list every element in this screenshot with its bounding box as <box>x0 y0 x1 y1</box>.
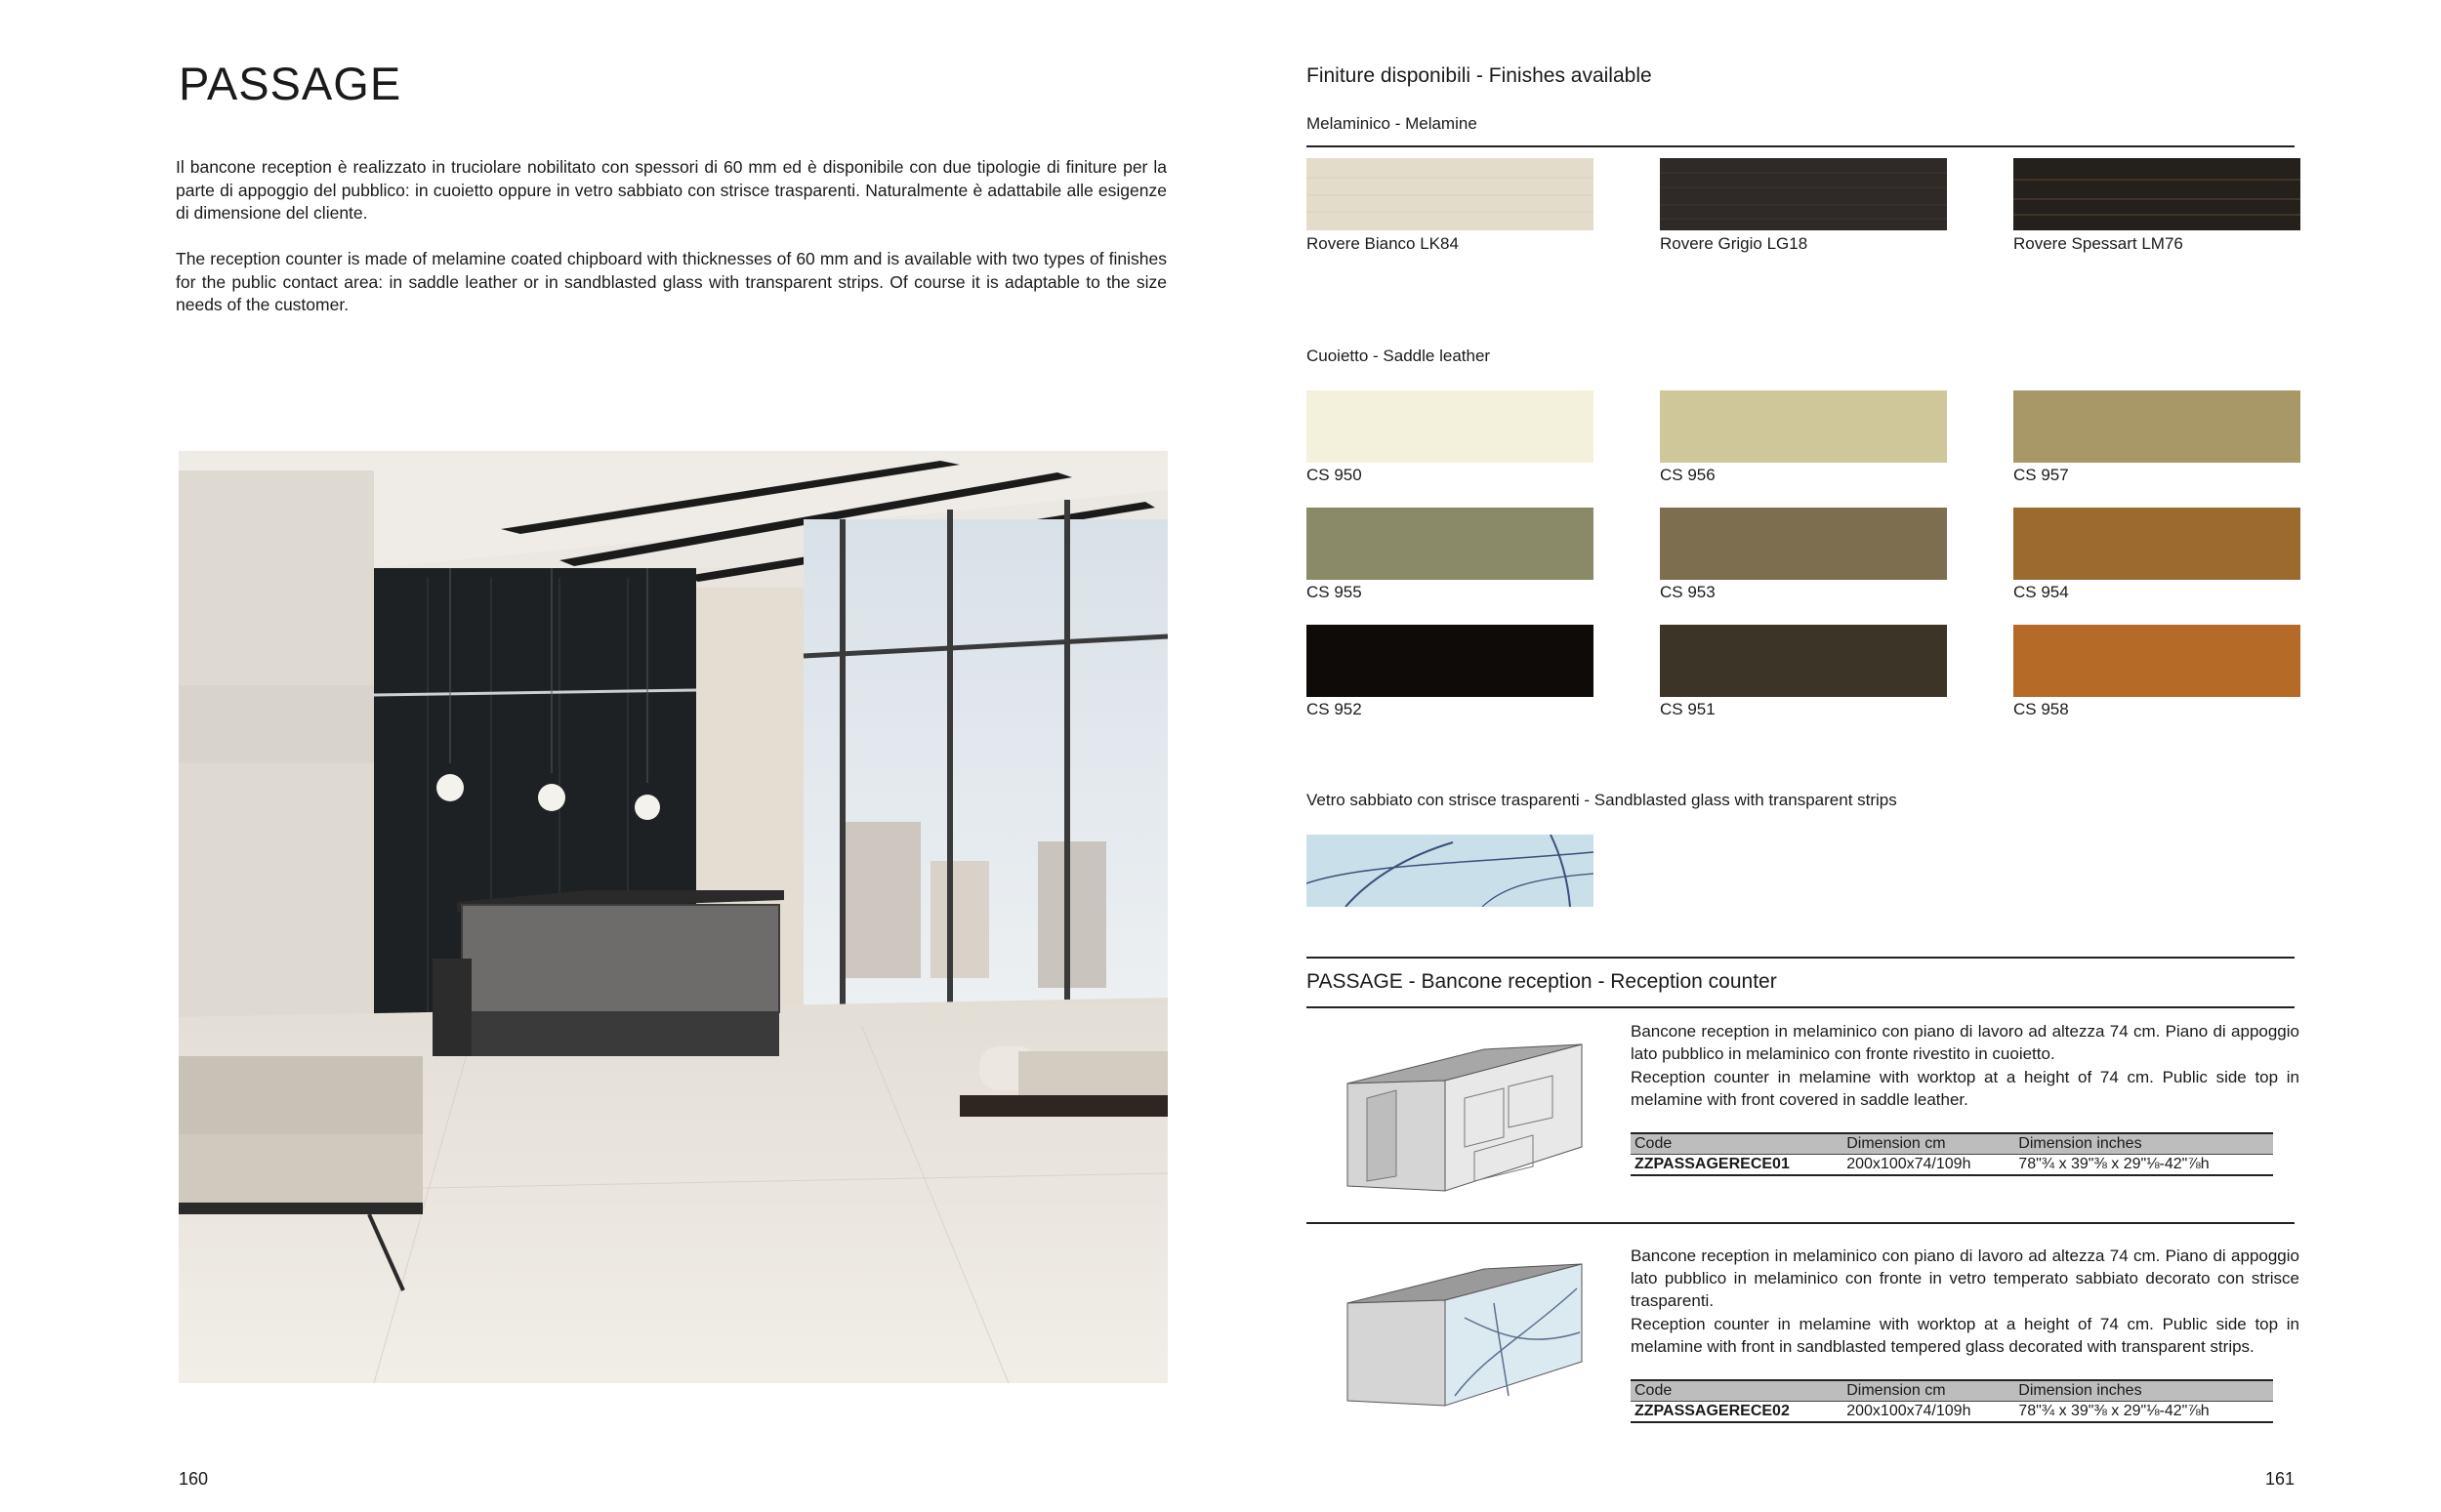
table-header-row <box>1631 1380 2273 1402</box>
swatch-cs952 <box>1306 625 1593 697</box>
col-header-code: Code <box>1631 1133 1842 1155</box>
products-heading: PASSAGE - Bancone reception - Reception counter <box>1306 970 1777 993</box>
wood-texture <box>2013 158 2300 230</box>
glass-heading: Vetro sabbiato con strisce trasparenti - Sandblasted glass with transparent strips <box>1306 791 1897 809</box>
product-glass-counter-drawing <box>1338 1249 1592 1415</box>
swatch-label: CS 955 <box>1306 583 1362 601</box>
reception-room-photo <box>179 451 1168 1383</box>
page-title: PASSAGE <box>179 58 402 109</box>
swatch-label: Rovere Grigio LG18 <box>1660 234 1808 253</box>
product-code: ZZPASSAGERECE01 <box>1631 1155 1842 1176</box>
product-desc-en: Reception counter in melamine with worktop at a height of 74 cm. Public side top in melamine with front covered in saddle leather. <box>1631 1068 2299 1110</box>
product-leather-counter-drawing <box>1338 1030 1592 1196</box>
swatch-cs953 <box>1660 508 1947 580</box>
table-row <box>1631 1402 2273 1423</box>
product-desc-it: Bancone reception in melaminico con piano di lavoro ad altezza 74 cm. Piano di appoggio lato pubblico in melaminico con fronte in vetro temperato sabbiato decorato con strisce trasparenti. <box>1631 1246 2299 1311</box>
swatch-rovere-bianco <box>1306 158 1593 230</box>
swatch-cs956 <box>1660 390 1947 463</box>
swatch-label: CS 953 <box>1660 583 1716 601</box>
dimension-cm: 200x100x74/109h <box>1842 1155 2014 1176</box>
swatch-label: Rovere Spessart LM76 <box>2013 234 2183 253</box>
swatch-cs950 <box>1306 390 1593 463</box>
intro-italian: Il bancone reception è realizzato in truciolare nobilitato con spessori di 60 mm ed è disponibile con due tipologie di finiture per la parte di appoggio del pubblico: in cuoietto oppure in vetro sabbiato con strisce trasparenti. Naturalmente è adattabile alle esigenze di dimensione del cliente. <box>176 157 1167 223</box>
col-header-dim-cm: Dimension cm <box>1842 1380 2014 1402</box>
wood-texture <box>1306 158 1593 230</box>
swatch-label: CS 958 <box>2013 700 2069 718</box>
swatch-label: CS 956 <box>1660 466 1716 484</box>
swatch-rovere-spessart <box>2013 158 2300 230</box>
divider <box>1306 1006 2295 1008</box>
intro-english: The reception counter is made of melamine coated chipboard with thicknesses of 60 mm and is available with two types of finishes for the public contact area: in saddle leather or in sandblasted glass with transparent strips. Of course it is adaptable to the size needs of the customer. <box>176 249 1167 314</box>
swatch-label: CS 951 <box>1660 700 1716 718</box>
product-desc-it: Bancone reception in melaminico con piano di lavoro ad altezza 74 cm. Piano di appoggio lato pubblico in melaminico con fronte rivestito in cuoietto. <box>1631 1022 2299 1064</box>
dimension-inches: 78"¾ x 39"⅜ x 29"⅛-42"⅞h <box>2014 1402 2273 1423</box>
product-code: ZZPASSAGERECE02 <box>1631 1402 1842 1423</box>
col-header-dim-cm: Dimension cm <box>1842 1133 2014 1155</box>
col-header-code: Code <box>1631 1380 1842 1402</box>
divider <box>1306 957 2295 959</box>
divider <box>1306 1222 2295 1224</box>
divider <box>1306 145 2295 147</box>
wood-texture <box>1660 158 1947 230</box>
reception-scene-illustration <box>179 451 1168 1383</box>
swatch-cs958 <box>2013 625 2300 697</box>
swatch-cs951 <box>1660 625 1947 697</box>
swatch-label: CS 957 <box>2013 466 2069 484</box>
dimension-cm: 200x100x74/109h <box>1842 1402 2014 1423</box>
product-desc-en: Reception counter in melamine with worktop at a height of 74 cm. Public side top in melamine with front in sandblasted tempered glass decorated with transparent strips. <box>1631 1315 2299 1357</box>
swatch-cs954 <box>2013 508 2300 580</box>
swatch-label: CS 952 <box>1306 700 1362 718</box>
dimension-inches: 78"¾ x 39"⅜ x 29"⅛-42"⅞h <box>2014 1155 2273 1176</box>
swatch-label: CS 950 <box>1306 466 1362 484</box>
page-number-left: 160 <box>179 1469 209 1489</box>
swatch-label: CS 954 <box>2013 583 2069 601</box>
product-spec-table <box>1631 1132 2273 1176</box>
table-row <box>1631 1155 2273 1176</box>
col-header-dim-in: Dimension inches <box>2014 1380 2273 1402</box>
swatch-rovere-grigio <box>1660 158 1947 230</box>
product-spec-table <box>1631 1379 2273 1423</box>
table-header-row <box>1631 1133 2273 1155</box>
swatch-label: Rovere Bianco LK84 <box>1306 234 1459 253</box>
leather-heading: Cuoietto - Saddle leather <box>1306 347 1491 365</box>
col-header-dim-in: Dimension inches <box>2014 1133 2273 1155</box>
glass-texture <box>1306 835 1593 907</box>
finishes-heading: Finiture disponibili - Finishes available <box>1306 64 1652 87</box>
melamine-heading: Melaminico - Melamine <box>1306 114 1477 133</box>
swatch-sandblasted-glass <box>1306 835 1593 907</box>
swatch-cs955 <box>1306 508 1593 580</box>
swatch-cs957 <box>2013 390 2300 463</box>
page-number-right: 161 <box>2265 1469 2296 1489</box>
